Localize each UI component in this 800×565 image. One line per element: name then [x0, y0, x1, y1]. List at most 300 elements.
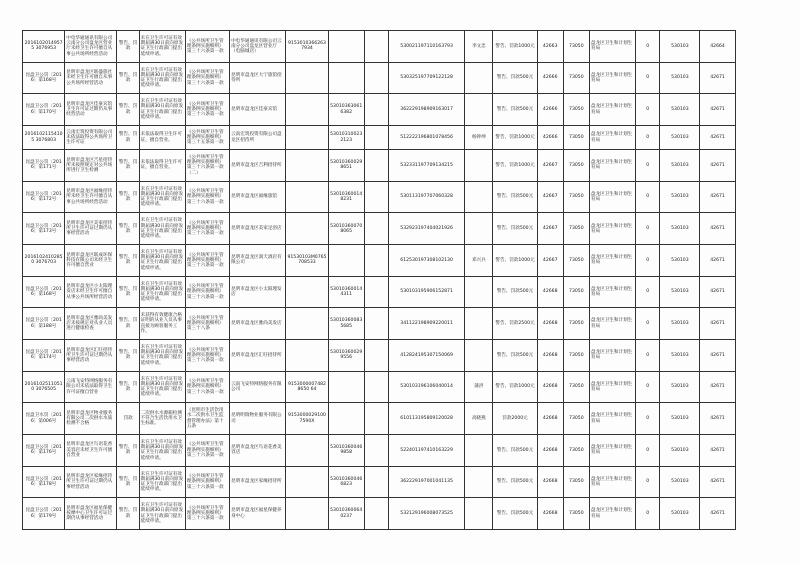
area-code-cell: 530103	[660, 213, 700, 245]
org-code-cell: 530103600148231	[328, 181, 364, 213]
authority-cell: 盘龙区卫生和计划生育局	[589, 466, 635, 498]
legal-basis-cell: 《公共场所卫生管理条例实施细则》第三十六条第一款	[185, 276, 229, 308]
status-cell: 0	[636, 403, 660, 435]
authority-cell: 盘龙区卫生和计划生育局	[589, 94, 635, 126]
credit-code-cell	[286, 434, 328, 466]
status-cell: 0	[636, 340, 660, 372]
area-code-cell: 530103	[660, 308, 700, 340]
status-cell: 0	[636, 276, 660, 308]
id-number-cell: 522401197410163229	[388, 434, 464, 466]
entity-name-cell: 昆明市盘龙区美家足浴店	[230, 213, 286, 245]
person-cell	[364, 340, 388, 372]
person-cell	[364, 181, 388, 213]
decision-cell: 警告、罚款500元	[493, 466, 537, 498]
area-code-cell: 530103	[660, 62, 700, 94]
violation-cell: 未在卫生许可证有效期届满30日前向原发证卫生行政部门提出延续申请。	[139, 181, 185, 213]
update-date-cell: 42671	[700, 403, 735, 435]
id-number-cell: 362229198909163017	[388, 94, 464, 126]
decision-date-cell: 42668	[537, 276, 563, 308]
id-number-cell: 530113197707060328	[388, 181, 464, 213]
violation-cell: 未在卫生许可证有效期届满30日前向原发证卫生行政部门提出延续申请。	[139, 276, 185, 308]
area-code-cell: 530103	[660, 466, 700, 498]
id-number-cell: 530103196106040014	[388, 371, 464, 403]
org-code-cell: 530103600469858	[328, 434, 364, 466]
case-number-cell: 昆盘卫水罚〔2016〕第006号	[23, 403, 65, 435]
expiry-cell: 73050	[563, 308, 589, 340]
decision-date-cell: 42666	[537, 125, 563, 149]
decision-cell: 警告、罚款2500元	[493, 308, 537, 340]
update-date-cell: 42671	[700, 276, 735, 308]
expiry-cell: 73050	[563, 340, 589, 372]
decision-date-cell: 42667	[537, 181, 563, 213]
table-row	[23, 94, 777, 126]
id-number-cell: 530325197709122128	[388, 62, 464, 94]
table-row	[23, 245, 777, 277]
org-code-cell	[328, 31, 364, 63]
update-date-cell: 42671	[700, 181, 735, 213]
org-code-cell: 530103600144311	[328, 276, 364, 308]
violation-cell: 未获得有效健康合格证明的从业人员从事直接为顾客服务工作。	[139, 308, 185, 340]
legal-basis-cell: 《公共场所卫生管理条例实施细则》第三十六条第一款	[185, 434, 229, 466]
id-number-cell: 412824195307150069	[388, 340, 464, 372]
case-name-cell: 中电华通通讯有限公司云南分公司盘龙区营业厅未经卫生许可擅自从事公共场所经营活动	[65, 31, 117, 63]
entity-name-cell: 昆明明瑞物业服务有限公司	[230, 403, 286, 435]
person-cell	[364, 498, 388, 530]
legal-rep-cell: 高晓燕	[465, 403, 493, 435]
update-date-cell: 42671	[700, 245, 735, 277]
legal-rep-cell	[465, 434, 493, 466]
table-row	[23, 125, 777, 149]
entity-name-cell: 昆明市盘龙区鸟语花香美容店	[230, 434, 286, 466]
status-cell: 0	[636, 434, 660, 466]
expiry-cell: 73050	[563, 31, 589, 63]
case-number-cell: 昆盘卫公罚〔2016〕第188号	[23, 308, 65, 340]
case-number-cell: 20161020149575 3076953	[23, 31, 65, 63]
violation-cell: 未在卫生许可证有效期届满30日前向原发证卫生行政部门提出延续申请。	[139, 498, 185, 530]
penalty-type-cell: 罚款	[117, 403, 139, 435]
area-code-cell: 530103	[660, 125, 700, 149]
status-cell: 0	[636, 498, 660, 530]
table-row	[23, 403, 777, 435]
authority-cell: 盘龙区卫生和计划生育局	[589, 31, 635, 63]
table-row	[23, 340, 777, 372]
status-cell: 0	[636, 466, 660, 498]
case-number-cell: 昆盘卫公罚〔2016〕第172号	[23, 181, 65, 213]
id-number-cell: 530021197110163793	[388, 31, 464, 63]
violation-cell: 未依法取得卫生许可证，擅自营业。	[139, 150, 185, 182]
violation-cell: 二次供水水源箱检测不符合生活饮用水卫生标准。	[139, 403, 185, 435]
authority-cell: 盘龙区卫生和计划生育局	[589, 125, 635, 149]
decision-cell: 罚款2000元	[493, 403, 537, 435]
area-code-cell: 530103	[660, 276, 700, 308]
legal-basis-cell: 《公共场所卫生管理条例实施细则》第三十六条第一款	[185, 62, 229, 94]
penalty-type-cell: 警告、罚款	[117, 125, 139, 149]
table-row	[23, 498, 777, 530]
entity-name-cell: 昆明市盘龙区家缘招待所	[230, 466, 286, 498]
authority-cell: 盘龙区卫生和计划生育局	[589, 150, 635, 182]
decision-date-cell: 42668	[537, 340, 563, 372]
legal-rep-cell	[465, 466, 493, 498]
violation-cell: 未在卫生许可证有效期届满30日前向原发证卫生行政部门提出延续申请。	[139, 340, 185, 372]
org-code-cell: 530103600466823	[328, 466, 364, 498]
penalty-type-cell: 警告、罚款	[117, 434, 139, 466]
case-number-cell: 昆盘卫公罚〔2016〕第168号	[23, 276, 65, 308]
authority-cell: 盘龙区卫生和计划生育局	[589, 308, 635, 340]
case-number-cell: 20161025110510 3076505	[23, 371, 65, 403]
update-date-cell: 42671	[700, 434, 735, 466]
id-number-cell: 512222196801078456	[388, 125, 464, 149]
entity-name-cell: 云南飞安特网络服务有限公司	[230, 371, 286, 403]
entity-name-cell: 昆明市盘龙区佳豪宾馆	[230, 94, 286, 126]
decision-cell: 警告、罚款1000元	[493, 245, 537, 277]
area-code-cell: 530103	[660, 498, 700, 530]
decision-date-cell: 42663	[537, 31, 563, 63]
credit-code-cell	[286, 150, 328, 182]
update-date-cell: 42671	[700, 466, 735, 498]
penalty-type-cell: 警告、罚款	[117, 181, 139, 213]
decision-date-cell: 42667	[537, 150, 563, 182]
update-date-cell: 42671	[700, 62, 735, 94]
table-row	[23, 213, 777, 245]
credit-code-cell: 91530000074828650 64	[286, 371, 328, 403]
org-code-cell: 530103600298651	[328, 150, 364, 182]
status-cell: 0	[636, 308, 660, 340]
status-cell: 0	[636, 125, 660, 149]
org-code-cell: 530103600835685	[328, 308, 364, 340]
area-code-cell: 530103	[660, 31, 700, 63]
id-number-cell: 610113195809120028	[388, 403, 464, 435]
person-cell	[364, 245, 388, 277]
legal-basis-cell: 《公共场所卫生管理条例实施细则》第三十六条第一款	[185, 466, 229, 498]
id-number-cell: 612530197308102130	[388, 245, 464, 277]
id-number-cell: 532331197709134215	[388, 150, 464, 182]
case-number-cell: 20161021154105 3076803	[23, 125, 65, 149]
case-number-cell: 昆盘卫公罚〔2016〕第168号	[23, 62, 65, 94]
violation-cell: 未在卫生许可证有效期届满30日前向原发证卫生行政部门提出延续申请。	[139, 31, 185, 63]
entity-name-cell: 昆明市盘龙区吉利招待所	[230, 150, 286, 182]
case-number-cell: 20161024102850 3076703	[23, 245, 65, 277]
credit-code-cell	[286, 308, 328, 340]
table-row	[23, 308, 777, 340]
credit-code-cell	[286, 498, 328, 530]
case-name-cell: 昆明市盘龙区联成环保科技有限公司未经卫生许可擅自营业	[65, 245, 117, 277]
person-cell	[364, 94, 388, 126]
id-number-cell: 532129196008073525	[388, 498, 464, 530]
legal-basis-cell: 《公共场所卫生管理条例实施细则》第三十五条第一款	[185, 125, 229, 149]
case-name-cell: 昆明市盘龙区小太阳理发店未经卫生许可擅自从事公共场所经营活动	[65, 276, 117, 308]
legal-basis-cell: 《公共场所卫生管理条例实施细则》第三十六条第一款	[185, 498, 229, 530]
penalty-table	[22, 30, 777, 530]
authority-cell: 盘龙区卫生和计划生育局	[589, 340, 635, 372]
id-number-cell: 341122198909220011	[388, 308, 464, 340]
penalty-type-cell: 警告、罚款	[117, 276, 139, 308]
authority-cell: 盘龙区卫生和计划生育局	[589, 371, 635, 403]
legal-basis-cell: 《公共场所卫生管理条例实施细则》第三十六条第一款	[185, 371, 229, 403]
org-code-cell: 530103600708065	[328, 213, 364, 245]
status-cell: 0	[636, 213, 660, 245]
authority-cell: 盘龙区卫生和计划生育局	[589, 498, 635, 530]
person-cell	[364, 213, 388, 245]
decision-date-cell: 42668	[537, 434, 563, 466]
case-name-cell: 云南飞安特网络服务有限公司未依法取得卫生许可证擅自营业	[65, 371, 117, 403]
area-code-cell: 530103	[660, 403, 700, 435]
penalty-type-cell: 警告、罚款	[117, 340, 139, 372]
area-code-cell: 530103	[660, 371, 700, 403]
status-cell: 0	[636, 371, 660, 403]
decision-date-cell: 42668	[537, 498, 563, 530]
table-row	[23, 276, 777, 308]
decision-cell: 警告、罚款500元	[493, 213, 537, 245]
org-code-cell	[328, 245, 364, 277]
expiry-cell: 73050	[563, 466, 589, 498]
decision-cell: 警告、罚款1000元	[493, 371, 537, 403]
expiry-cell: 73050	[563, 434, 589, 466]
legal-basis-cell: 《公共场所卫生管理条例实施细则》第三十六条第一款	[185, 213, 229, 245]
person-cell	[364, 403, 388, 435]
person-cell	[364, 150, 388, 182]
entity-name-cell: 昆明市盘龙区福星保健养身中心	[230, 498, 286, 530]
penalty-type-cell: 警告、罚款	[117, 245, 139, 277]
case-name-cell: 昆明市盘龙区鸟语花香美容店未经卫生许可擅自营业	[65, 434, 117, 466]
case-name-cell: 昆明市盘龙区汇旺招待所卫生许可证过期仍从事经营活动	[65, 340, 117, 372]
credit-code-cell	[286, 125, 328, 149]
org-code-cell: 530103100232123	[328, 125, 364, 149]
area-code-cell: 530103	[660, 340, 700, 372]
update-date-cell: 42671	[700, 125, 735, 149]
decision-cell: 警告、罚款1000元	[493, 125, 537, 149]
expiry-cell: 73050	[563, 181, 589, 213]
update-date-cell: 42671	[700, 94, 735, 126]
authority-cell: 盘龙区卫生和计划生育局	[589, 213, 635, 245]
authority-cell: 盘龙区卫生和计划生育局	[589, 245, 635, 277]
authority-cell: 盘龙区卫生和计划生育局	[589, 434, 635, 466]
decision-date-cell: 42668	[537, 403, 563, 435]
credit-code-cell	[286, 213, 328, 245]
decision-cell: 警告、罚款1000元	[493, 150, 537, 182]
authority-cell: 盘龙区卫生和计划生育局	[589, 181, 635, 213]
expiry-cell: 73050	[563, 245, 589, 277]
update-date-cell: 42671	[700, 498, 735, 530]
case-number-cell: 昆盘卫公罚〔2016〕第179号	[23, 498, 65, 530]
person-cell	[364, 31, 388, 63]
expiry-cell: 73050	[563, 498, 589, 530]
penalty-type-cell: 警告、罚款	[117, 466, 139, 498]
authority-cell: 盘龙区卫生和计划生育局	[589, 403, 635, 435]
entity-name-cell: 中电华通通讯有限公司云南分公司盘龙区营业厅（电脑城店）	[230, 31, 286, 63]
org-code-cell: 530103600299556	[328, 340, 364, 372]
decision-date-cell: 42666	[537, 62, 563, 94]
legal-rep-cell	[465, 94, 493, 126]
credit-code-cell	[286, 340, 328, 372]
decision-cell: 警告、罚款500元	[493, 340, 537, 372]
table-row	[23, 434, 777, 466]
id-number-cell: 530103195906152871	[388, 276, 464, 308]
org-code-cell	[328, 62, 364, 94]
credit-code-cell: 91530103M0765708533	[286, 245, 328, 277]
status-cell: 0	[636, 94, 660, 126]
person-cell	[364, 466, 388, 498]
decision-cell: 警告、罚款500元	[493, 434, 537, 466]
table-body	[23, 31, 777, 530]
legal-rep-cell	[465, 308, 493, 340]
decision-cell: 警告、罚款500元	[493, 276, 537, 308]
area-code-cell: 530103	[660, 181, 700, 213]
violation-cell: 未在卫生许可证有效期届满30日前向原发证卫生行政部门提出延续申请。	[139, 434, 185, 466]
expiry-cell: 73050	[563, 276, 589, 308]
area-code-cell: 530103	[660, 94, 700, 126]
entity-name-cell: 昆明市盘龙区小太阳理发店	[230, 276, 286, 308]
table-row	[23, 62, 777, 94]
legal-rep-cell	[465, 62, 493, 94]
update-date-cell: 42671	[700, 308, 735, 340]
update-date-cell: 42671	[700, 213, 735, 245]
person-cell	[364, 371, 388, 403]
decision-cell: 警告、罚款1000元	[493, 31, 537, 63]
case-number-cell: 昆盘卫公罚〔2016〕第176号	[23, 434, 65, 466]
decision-date-cell: 42668	[537, 371, 563, 403]
legal-basis-cell: 《公共场所卫生管理条例实施细则》第三十六条第一款	[185, 94, 229, 126]
authority-cell: 盘龙区卫生和计划生育局	[589, 276, 635, 308]
violation-cell: 未在卫生许可证有效期届满30日前向原发证卫生行政部门提出延续申请。	[139, 245, 185, 277]
table-row	[23, 466, 777, 498]
violation-cell: 未依法取得卫生许可证，擅自营业。	[139, 125, 185, 149]
decision-cell: 警告、罚款500元	[493, 498, 537, 530]
legal-rep-cell: 邓兴兵	[465, 245, 493, 277]
violation-cell: 未在卫生许可证有效期届满30日前向原发证卫生行政部门提出延续申请。	[139, 94, 185, 126]
violation-cell: 未在卫生许可证有效期届满30日前向原发证卫生行政部门提出延续申请。	[139, 371, 185, 403]
decision-date-cell: 42666	[537, 94, 563, 126]
status-cell: 0	[636, 181, 660, 213]
decision-date-cell: 42668	[537, 466, 563, 498]
legal-rep-cell	[465, 498, 493, 530]
violation-cell: 未在卫生许可证有效期届满30日前向原发证卫生行政部门提出延续申请。	[139, 466, 185, 498]
status-cell: 0	[636, 150, 660, 182]
credit-code-cell	[286, 94, 328, 126]
person-cell	[364, 276, 388, 308]
case-number-cell: 昆盘卫公罚〔2016〕第174号	[23, 340, 65, 372]
legal-basis-cell: 《昆明市生活饮用水二次供水卫生监督管理办法》第十五条	[185, 403, 229, 435]
person-cell	[364, 308, 388, 340]
legal-basis-cell: 《公共场所卫生管理条例实施细则》第三十六条第一款	[185, 31, 229, 63]
credit-code-cell	[286, 466, 328, 498]
case-name-cell: 云南宏筑投资有限公司未依法取得公共场所卫生许可证	[65, 125, 117, 149]
legal-basis-cell: 《公共场所卫生管理条例实施细则》第三十六条第一款	[185, 340, 229, 372]
table-row	[23, 31, 777, 63]
legal-rep-cell	[465, 340, 493, 372]
case-name-cell: 昆明市盘龙区家缘招待所卫生许可证过期仍从事经营活动	[65, 466, 117, 498]
penalty-type-cell: 警告、罚款	[117, 31, 139, 63]
id-number-cell: 532923197404021926	[388, 213, 464, 245]
case-name-cell: 昆明市盘龙区美家招待所卫生许可证过期仍从事经营活动	[65, 213, 117, 245]
case-number-cell: 昆盘卫公罚〔2016〕第178号	[23, 466, 65, 498]
authority-cell: 盘龙区卫生和计划生育局	[589, 62, 635, 94]
org-code-cell: 530103600640237	[328, 498, 364, 530]
decision-cell: 警告、罚款500元	[493, 181, 537, 213]
table-row	[23, 371, 777, 403]
penalty-type-cell: 警告、罚款	[117, 213, 139, 245]
person-cell	[364, 125, 388, 149]
case-number-cell: 昆盘卫公罚〔2016〕第171号	[23, 150, 65, 182]
person-cell	[364, 434, 388, 466]
entity-name-cell: 昆明市盘龙区雅尚美发店	[230, 308, 286, 340]
expiry-cell: 73050	[563, 94, 589, 126]
case-name-cell: 昆明市盘龙区福星保健按摩中心卫生许可证过期仍从事经营活动	[65, 498, 117, 530]
area-code-cell: 530103	[660, 434, 700, 466]
expiry-cell: 73050	[563, 371, 589, 403]
case-name-cell: 昆明市盘龙区物业服务有限公司二次供水水质检测不合格	[65, 403, 117, 435]
case-number-cell: 昆盘卫公罚〔2016〕第173号	[23, 213, 65, 245]
expiry-cell: 73050	[563, 150, 589, 182]
penalty-type-cell: 警告、罚款	[117, 371, 139, 403]
area-code-cell: 530103	[660, 245, 700, 277]
area-code-cell: 530103	[660, 150, 700, 182]
legal-rep-cell: 蒲洪	[465, 371, 493, 403]
penalty-type-cell: 警告、罚款	[117, 308, 139, 340]
legal-basis-cell: 《公共场所卫生管理条例实施细则》第三十六条第一款（二）	[185, 150, 229, 182]
expiry-cell: 73050	[563, 125, 589, 149]
legal-rep-cell	[465, 150, 493, 182]
entity-name-cell: 昆明市盘龙区汇旺招待所	[230, 340, 286, 372]
legal-basis-cell: 《公共场所卫生管理条例实施细则》第三十六条第一款	[185, 181, 229, 213]
case-name-cell: 昆明市盘龙区吉星招待所未按照规定对公共场所进行卫生检测	[65, 150, 117, 182]
penalty-type-cell: 警告、罚款	[117, 62, 139, 94]
penalty-type-cell: 警告、罚款	[117, 94, 139, 126]
legal-rep-cell: 杨钟坤	[465, 125, 493, 149]
status-cell: 0	[636, 245, 660, 277]
credit-code-cell: 91530000291007590X	[286, 403, 328, 435]
org-code-cell	[328, 403, 364, 435]
legal-rep-cell	[465, 213, 493, 245]
case-name-cell: 昆明市盘龙区联盛旅社未经卫生许可擅自从事公共场所经营活动	[65, 62, 117, 94]
legal-rep-cell	[465, 276, 493, 308]
entity-name-cell: 昆明市盘龙区大宁旅馆招待所	[230, 62, 286, 94]
case-name-cell: 昆明市盘龙区佳豪宾馆卫生许可证过期仍从事经营活动	[65, 94, 117, 126]
penalty-type-cell: 警告、罚款	[117, 498, 139, 530]
violation-cell: 未在卫生许可证有效期届满30日前向原发证卫生行政部门提出延续申请。	[139, 62, 185, 94]
status-cell: 0	[636, 62, 660, 94]
entity-name-cell: 昆明市盘龙区福缘旅馆	[230, 181, 286, 213]
expiry-cell: 73050	[563, 213, 589, 245]
entity-name-cell: 云南宏筑投资有限公司盘龙区招待所	[230, 125, 286, 149]
credit-code-cell	[286, 62, 328, 94]
update-date-cell: 42671	[700, 371, 735, 403]
update-date-cell: 42671	[700, 150, 735, 182]
expiry-cell: 73050	[563, 62, 589, 94]
credit-code-cell: 91530103662637934	[286, 31, 328, 63]
update-date-cell: 42664	[700, 31, 735, 63]
org-code-cell	[328, 371, 364, 403]
decision-date-cell: 42667	[537, 245, 563, 277]
case-name-cell: 昆明市盘龙区福缘招待所未经卫生许可擅自从事公共场所经营活动	[65, 181, 117, 213]
case-name-cell: 昆明市盘龙区雅尚美发店未按规定对从业人员进行健康检查	[65, 308, 117, 340]
decision-cell: 警告、罚款500元	[493, 62, 537, 94]
decision-date-cell: 42667	[537, 213, 563, 245]
entity-name-cell: 昆明市盘龙区润天酒店有限公司	[230, 245, 286, 277]
table-row	[23, 181, 777, 213]
update-date-cell: 42671	[700, 340, 735, 372]
credit-code-cell	[286, 276, 328, 308]
case-number-cell: 昆盘卫公罚〔2016〕第170号	[23, 94, 65, 126]
status-cell: 0	[636, 31, 660, 63]
table-row	[23, 150, 777, 182]
legal-rep-cell: 李文忠	[465, 31, 493, 63]
legal-basis-cell: 《公共场所卫生管理条例实施细则》第三十八条	[185, 308, 229, 340]
credit-code-cell	[286, 181, 328, 213]
org-code-cell: 530103630616382	[328, 94, 364, 126]
person-cell	[364, 62, 388, 94]
decision-date-cell: 42668	[537, 308, 563, 340]
penalty-type-cell: 警告、罚款	[117, 150, 139, 182]
